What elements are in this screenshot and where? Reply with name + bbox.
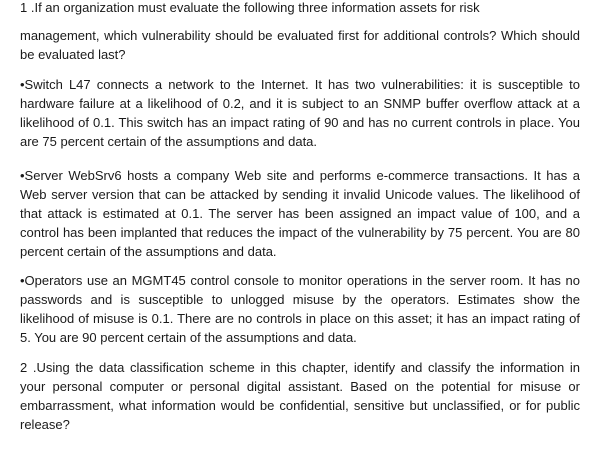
question-1-heading: 1 .If an organization must evaluate the following three information assets for risk [20, 0, 480, 15]
asset-server-websrv6-bullet: •Server WebSrv6 hosts a company Web site and performs e-commerce transactions. It has a Web server version that can be attacked by sending it invalid Unicode values. The likelihood of that attack is estimated at 0.1. The server has been assigned an impact value of 100, and a control has been implanted that reduces the impact of the vulnerability by 75 percent. You are 80 percent certain of the assumptions and data. [20, 168, 580, 259]
asset-switch-l47-bullet: •Switch L47 connects a network to the Internet. It has two vulnerabilities: it is susceptible to hardware failure at a likelihood of 0.2, and it is subject to an SNMP buffer overflow attack at a likelihood of 0.1. This switch has an impact rating of 90 and has no current controls in place. You are 75 percent certain of the assumptions and data. [20, 77, 580, 149]
asset-mgmt45-console-bullet: •Operators use an MGMT45 control console to monitor operations in the server room. It has no passwords and is susceptible to unlogged misuse by the operators. Estimates show the likelihood of misuse is 0.1. There are no controls in place on this asset; it has an impact rating of 5. You are 90 percent certain of the assumptions and data. [20, 273, 580, 345]
question-2-text: 2 .Using the data classification scheme in this chapter, identify and classify the information in your personal computer or personal digital assistant. Based on the potential for misuse or embarrassment, what information would be confidential, sensitive but unclassified, or for public release? [20, 360, 580, 432]
question-1-body: management, which vulnerability should be evaluated first for additional controls? Which should be evaluated last? [20, 28, 580, 62]
